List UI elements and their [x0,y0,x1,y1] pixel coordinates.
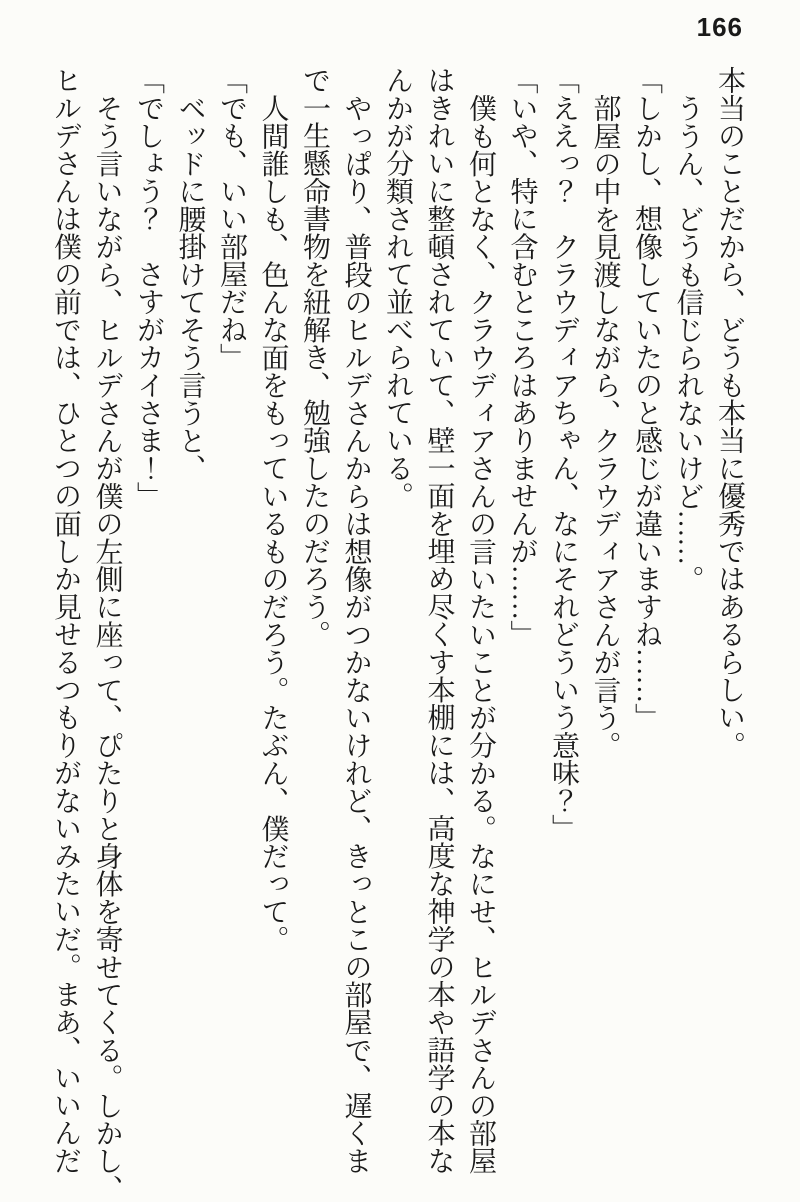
text-line: んかが分類されて並べられている。 [382,66,413,510]
text-line: 本当のことだから、どうも本当に優秀ではあるらしい。 [714,66,745,759]
text-line: はきれいに整頓されていて、壁一面を埋め尽くす本棚には、高度な神学の本や語学の本な [423,66,455,1175]
text-line: 「いや、特に含むところはありませんが……」 [506,66,538,648]
text-line: そう言いながら、ヒルデさんが僕の左側に座って、ぴたりと身体を寄せてくる。しかし、 [91,94,123,1202]
page-number: 166 [696,12,743,42]
text-line: で一生懸命書物を紐解き、勉強したのだろう。 [299,66,330,648]
text-line: 「ええっ？ クラウディアちゃん、なにそれどういう意味？」 [548,66,579,842]
text-line: 部屋の中を見渡しながら、クラウディアさんが言う。 [589,94,621,759]
text-line: 僕も何となく、クラウディアさんの言いたいことが分かる。なにせ、ヒルデさんの部屋 [465,94,496,1175]
text-line: 「しかし、想像していたのと感じが違いますね……」 [631,66,662,731]
text-line: 人間誰しも、色んな面をもっているものだろう。たぶん、僕だって。 [257,94,289,953]
page-text [45,66,751,1202]
text-line: ううん、どうも信じられないけど……。 [672,94,704,593]
text-line: やっぱり、普段のヒルデさんからは想像がつかないけれど、きっとこの部屋で、遅くま [340,94,372,1175]
text-line: ベッドに腰掛けてそう言うと、 [174,94,206,482]
text-line: 「でも、いい部屋だね」 [216,66,247,371]
text-line: 「でしょう？ さすがカイさま！」 [133,66,164,510]
text-line: ヒルデさんは僕の前では、ひとつの面しか見せるつもりがないみたいだ。まあ、いいんだ [50,66,81,1175]
